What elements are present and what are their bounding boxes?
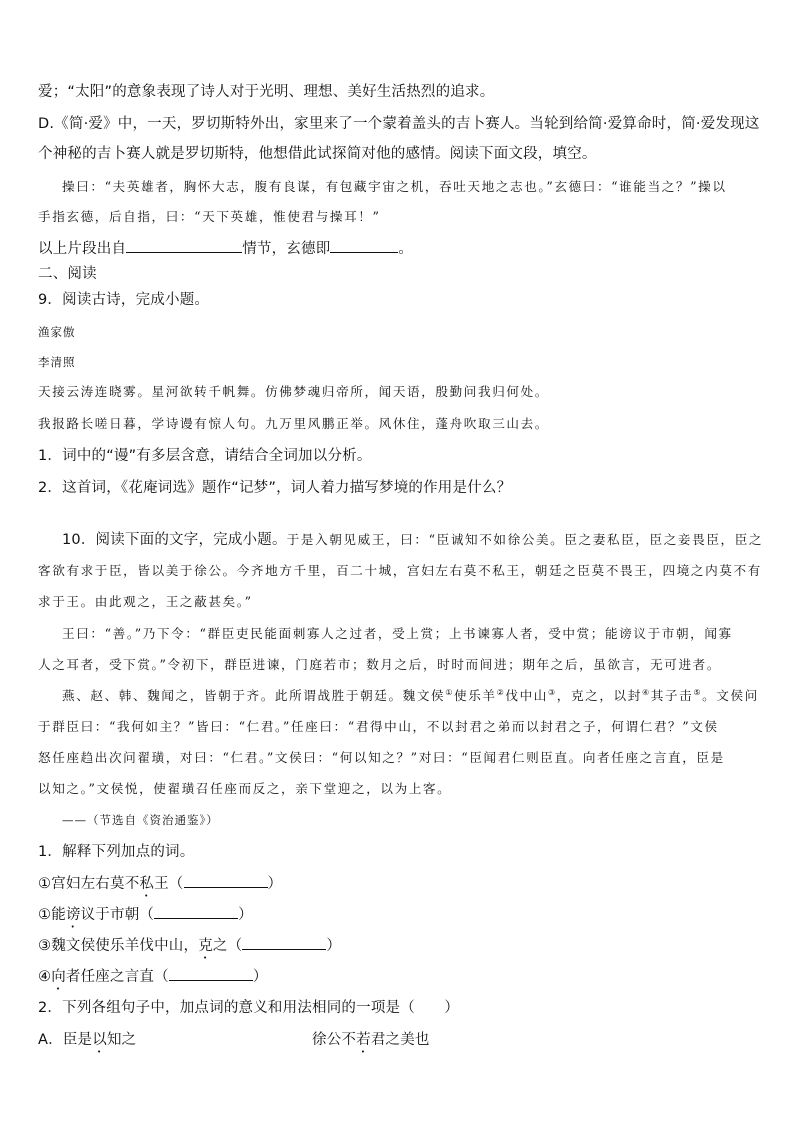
text: ）: [238, 907, 253, 923]
text: ）: [267, 876, 283, 892]
sub-question-item: [38, 904, 253, 931]
passage-line: 人之耳者，受下赏。”令初下，群臣进谏，门庭若市；数月之后，时时而间进；期年之后，虽欲言，无可进者。: [38, 657, 722, 672]
quote-line: 操曰：“夫英雄者，胸怀大志，腹有良谋，有包藏宇宙之机，吞吐天地之志也。”玄德曰：“谁能当之？”操以: [62, 179, 727, 194]
text: ，克之，以封: [556, 688, 642, 703]
fill-blank-line: [38, 238, 413, 259]
passage-line: 于群臣曰：“我何如主？”皆曰：“仁君。”任座曰：“君得中山，不以封君之弟而以封君之子，何谓仁君？”文侯: [38, 719, 719, 734]
dotted-word: 以: [92, 1032, 107, 1048]
poem-line: 天接云涛连晓雾。星河欲转千帆舞。仿佛梦魂归帝所，闻天语，殷勤问我归何处。: [38, 384, 549, 399]
footnote-marker: ③: [547, 687, 557, 697]
question-heading: 10．阅读下面的文字，完成小题。: [62, 532, 287, 548]
sub-question: 1．词中的“谩”有多层含意，请结合全词加以分析。: [38, 448, 372, 464]
dotted-word: 向: [51, 969, 66, 985]
sub-question: 2．这首词，《花庵词选》题作“记梦”，词人着力描写梦境的作用是什么？: [38, 480, 512, 496]
passage-line: 王曰：“善。”乃下令：“群臣吏民能面刺寡人之过者，受上赏；上书谏寡人者，受中赏；能谤议于市朝，闻寡: [62, 626, 733, 641]
poem-line: 我报路长嗟日暮，学诗谩有惊人句。九万里风鹏正举。风休住，蓬舟吹取三山去。: [38, 416, 549, 431]
text: 。: [398, 241, 414, 257]
text: ③魏文侯使乐羊伐中山，: [38, 938, 199, 954]
text: ）: [326, 938, 342, 954]
text-line: 个神秘的吉卜赛人就是罗切斯特，他想借此试探简对他的感情。阅读下面文段，填空。: [38, 146, 597, 162]
text: 以上片段出自: [38, 241, 127, 257]
footnote-marker: ①: [445, 687, 455, 697]
source-citation: ——（节选自《资治通鉴》）: [62, 813, 219, 827]
choice-option: [38, 1030, 136, 1056]
text: 之（: [212, 938, 243, 954]
text: 。文侯问: [702, 688, 759, 703]
passage-line: 客欲有求于臣，皆以美于徐公。今齐地方千里，百二十城，宫妇左右莫不私王，朝廷之臣莫不畏王，四境之内莫不有: [38, 563, 762, 578]
text: ①能: [38, 907, 66, 923]
footnote-marker: ④: [641, 687, 651, 697]
text: 燕、赵、韩、魏闻之，皆朝于齐。此所谓战胜于朝廷。魏文侯: [62, 688, 446, 703]
passage-line: [62, 686, 759, 706]
answer-blank[interactable]: [330, 238, 398, 253]
dotted-word: 私: [139, 876, 155, 892]
sub-question-item: [38, 873, 282, 900]
quote-line: 手指玄德，后自指，曰：“天下英雄，惟使君与操耳！”: [38, 209, 381, 224]
passage-text: 于是入朝见威王，曰：“臣诚知不如徐公美。臣之妻私臣，臣之妾畏臣，臣之: [286, 532, 764, 547]
answer-blank[interactable]: [126, 238, 242, 253]
text: 其子击: [650, 688, 694, 703]
text: 使乐羊: [454, 688, 497, 703]
sub-question: 2．下列各组句子中，加点词的意义和用法相同的一项是（ ）: [38, 1000, 460, 1016]
text: ①宫妇左右莫不: [38, 876, 140, 892]
text: ）: [252, 969, 268, 985]
text: 情节，玄德即: [242, 241, 331, 257]
text: 王（: [154, 876, 184, 892]
passage-line: 怒任座趋出次问翟璜，对曰：“仁君。”文侯曰：“何以知之？”对曰：“臣闻君仁则臣直。向者任座之言直，臣是: [38, 750, 725, 765]
dotted-word: 克: [198, 938, 213, 954]
dotted-word: 谤: [65, 907, 81, 923]
section-heading: 二、阅读: [38, 266, 97, 282]
footnote-marker: ⑤: [693, 687, 703, 697]
text: 伐中山: [505, 688, 548, 703]
poem-author: 李清照: [38, 355, 76, 369]
choice-option-pair: [312, 1030, 430, 1056]
text: ④: [38, 969, 52, 985]
answer-blank[interactable]: [184, 873, 268, 888]
passage-line: 以知之。”文侯悦，使翟璜召任座而反之，亲下堂迎之，以为上客。: [38, 781, 452, 796]
answer-blank[interactable]: [242, 935, 326, 950]
text: 知之: [106, 1032, 137, 1048]
passage-line: [62, 530, 763, 550]
passage-line: 求于王。由此观之，王之蔽甚矣。”: [38, 594, 253, 609]
text: 者任座之言直（: [65, 969, 169, 985]
poem-title: 渔家傲: [38, 325, 76, 339]
sub-question-item: [38, 966, 268, 993]
text-line: D.《简·爱》中，一天，罗切斯特外出，家里来了一个蒙着盖头的吉卜赛人。当轮到给简·爱算命时，简·爱发现这: [38, 116, 760, 132]
text-line: 爱；“太阳”的意象表现了诗人对于光明、理想、美好生活热烈的追求。: [38, 84, 495, 100]
dotted-word: 若: [356, 1032, 371, 1048]
answer-blank[interactable]: [169, 966, 253, 981]
answer-blank[interactable]: [154, 904, 238, 919]
footnote-marker: ②: [496, 687, 506, 697]
text: 君之美也: [370, 1032, 430, 1048]
question-heading: 9．阅读古诗，完成小题。: [38, 292, 210, 308]
sub-question-item: [38, 935, 341, 962]
text: A．臣是: [38, 1032, 93, 1048]
text: 徐公不: [312, 1032, 357, 1048]
sub-question: 1．解释下列加点的词。: [38, 844, 195, 860]
text: 议于市朝（: [80, 907, 155, 923]
